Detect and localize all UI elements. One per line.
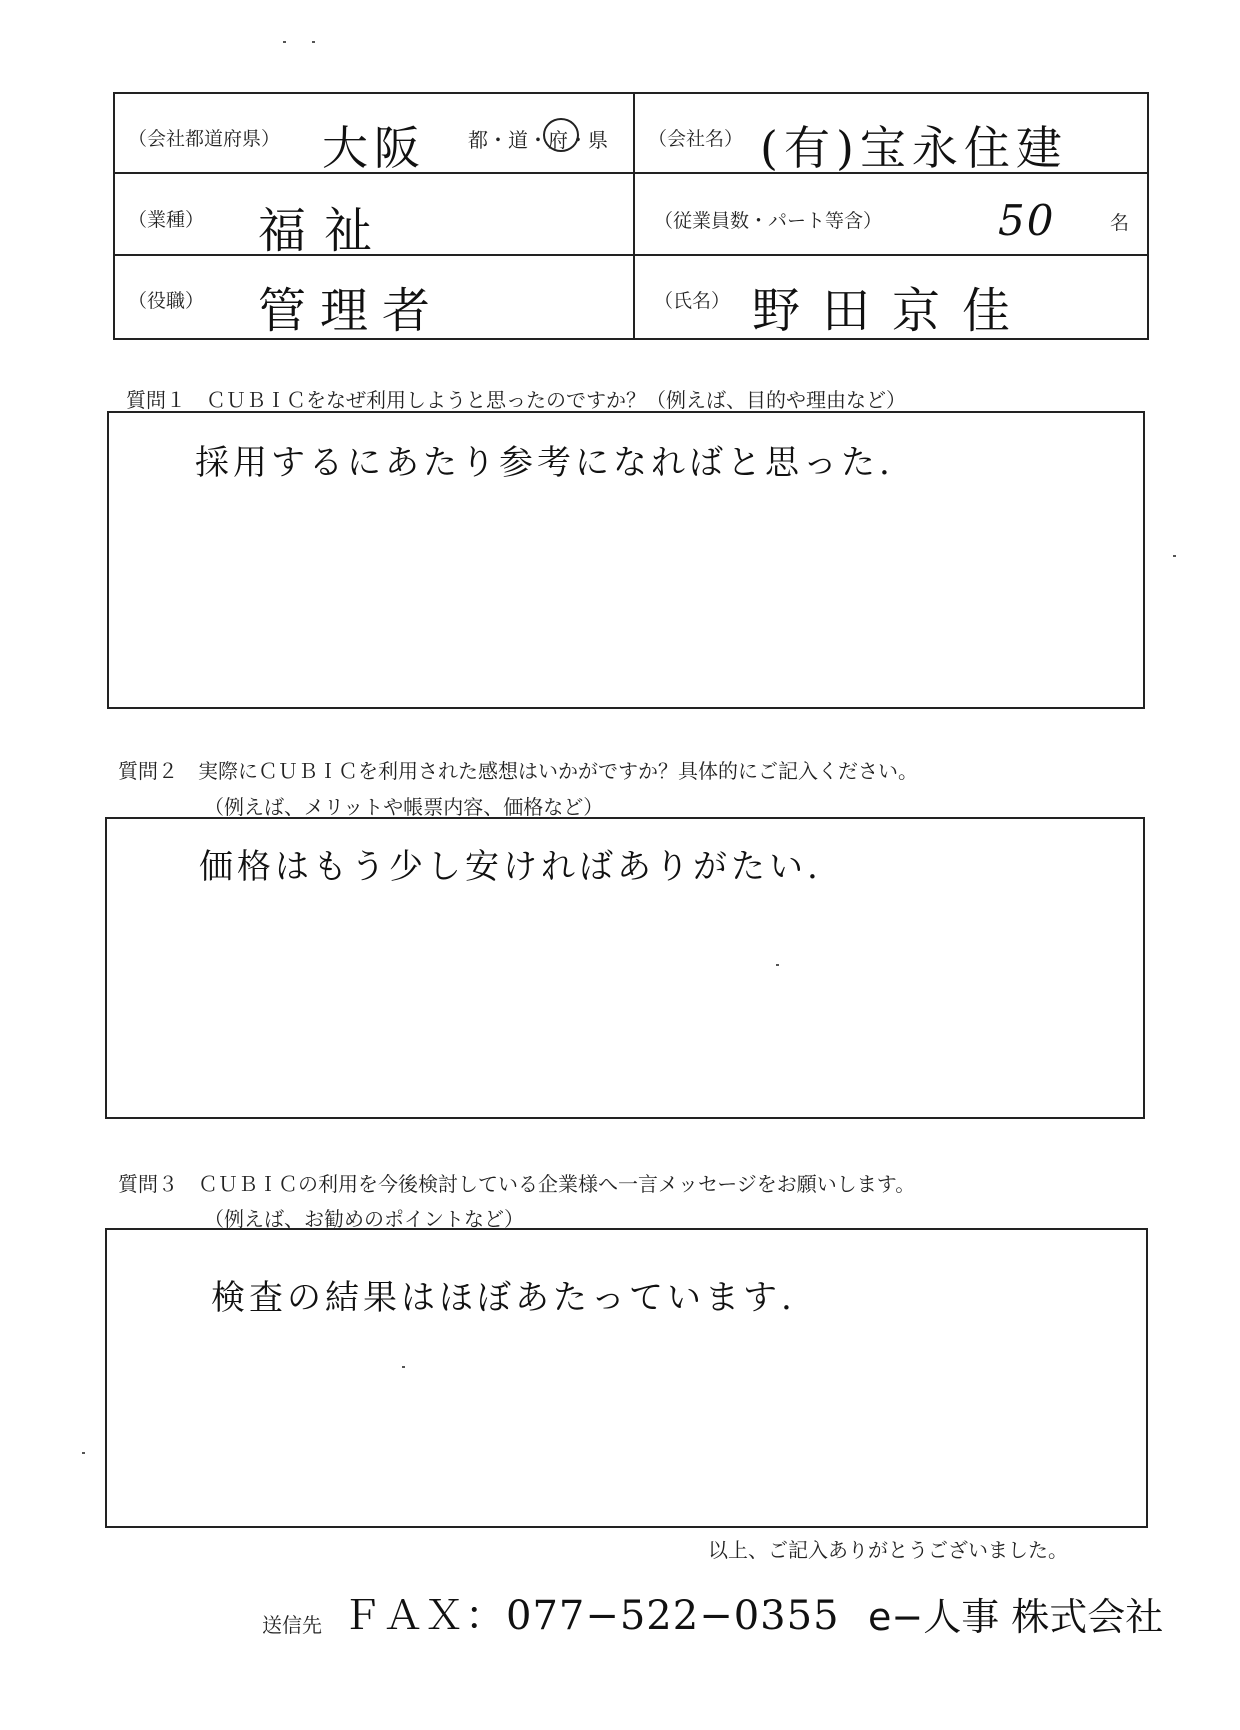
question-1-answer-box xyxy=(107,411,1145,709)
question-3-example: （例えば、お勧めのポイントなど） xyxy=(204,1207,524,1231)
scan-speck xyxy=(776,964,779,966)
question-2-example: （例えば、メリットや帳票内容、価格など） xyxy=(204,795,604,819)
question-2-answer-box xyxy=(105,817,1145,1119)
fax-label: 送信先 xyxy=(262,1613,322,1637)
scan-speck xyxy=(312,41,315,43)
scan-speck xyxy=(402,1366,405,1368)
person-name-label: （氏名） xyxy=(654,290,731,312)
question-1-prompt: 質問１ ＣＵＢＩＣをなぜ利用しようと思ったのですか？（例えば、目的や理由など） xyxy=(126,388,906,412)
table-column-divider xyxy=(633,94,635,338)
question-3-answer-box xyxy=(105,1228,1148,1528)
question-1-answer: 採用するにあたり参考になればと思った. xyxy=(195,443,894,483)
thanks-message: 以上、ご記入ありがとうございました。 xyxy=(708,1538,1068,1562)
company-name-value: (有)宝永住建 xyxy=(760,121,1068,175)
person-name-value: 野田京佳 xyxy=(752,283,1033,339)
recipient-company: e−人事 株式会社 xyxy=(868,1595,1164,1639)
scan-speck xyxy=(283,41,286,43)
industry-label: （業種） xyxy=(128,209,205,231)
question-2-prompt: 質問２ 実際にＣＵＢＩＣを利用された感想はいかがですか？具体的にご記入ください。 xyxy=(118,759,918,783)
company-name-label: （会社名） xyxy=(648,128,744,150)
industry-value: 福祉 xyxy=(258,203,391,259)
fax-number: ＦＡＸ：077−522−0355 xyxy=(342,1593,840,1639)
position-label: （役職） xyxy=(128,290,205,312)
question-3-answer: 検査の結果はほぼあたっています. xyxy=(211,1278,796,1318)
employees-value: 50 xyxy=(998,196,1056,245)
scan-speck xyxy=(1173,555,1176,557)
prefecture-label: （会社都道府県） xyxy=(128,128,281,150)
question-3-prompt: 質問３ ＣＵＢＩＣの利用を今後検討している企業様へ一言メッセージをお願いします。 xyxy=(118,1172,916,1196)
employees-unit: 名 xyxy=(1110,212,1130,234)
employees-label: （従業員数・パート等含） xyxy=(654,210,883,232)
scan-speck xyxy=(82,1452,85,1454)
prefecture-value: 大阪 xyxy=(322,121,426,175)
prefecture-suffix: 都・道・府・県 xyxy=(468,128,608,152)
question-2-answer: 価格はもう少し安ければありがたい. xyxy=(199,847,822,887)
position-value: 管理者 xyxy=(258,283,445,339)
